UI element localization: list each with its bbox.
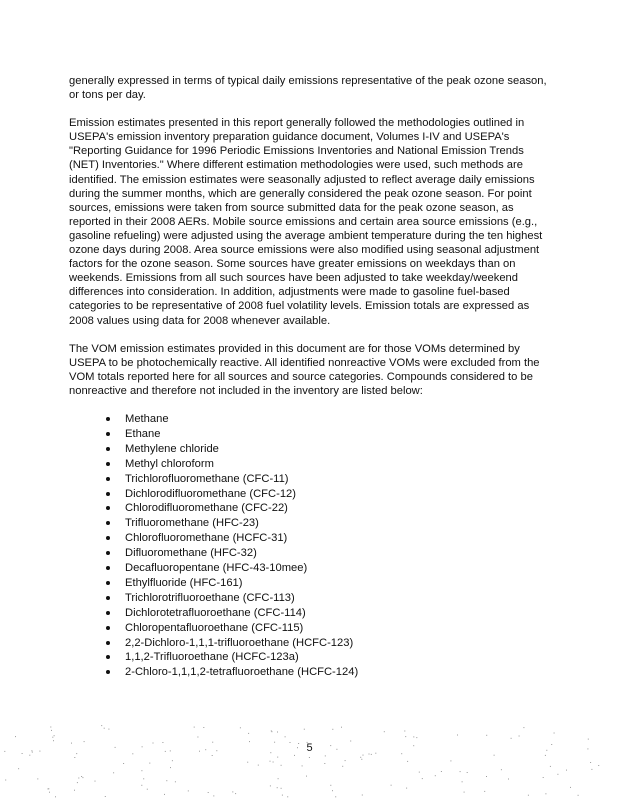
bullet-icon: [106, 521, 110, 525]
speck: [164, 794, 165, 795]
body-text: [69, 74, 556, 680]
list-item: Difluoromethane (HFC-32): [106, 546, 556, 561]
speck: [248, 733, 249, 734]
list-item: Methane: [106, 412, 556, 427]
speck: [325, 755, 326, 756]
speck: [281, 765, 282, 766]
speck: [405, 736, 406, 737]
speck: [74, 790, 75, 791]
speck: [18, 768, 19, 769]
speck: [15, 736, 16, 737]
bullet-icon: [106, 581, 110, 585]
speck: [457, 735, 458, 736]
bullet-icon: [106, 462, 110, 466]
speck: [570, 787, 571, 788]
speck: [501, 769, 502, 770]
speck: [557, 774, 558, 775]
speck: [416, 737, 417, 738]
speck: [484, 791, 485, 792]
bullet-icon: [106, 655, 110, 659]
list-item: Methyl chloroform: [106, 457, 556, 472]
speck: [235, 793, 236, 794]
speck: [278, 778, 279, 779]
list-item: Chloropentafluoroethane (CFC-115): [106, 621, 556, 636]
speck: [50, 727, 51, 728]
speck: [5, 780, 6, 781]
speck: [302, 765, 303, 766]
speck: [270, 761, 271, 762]
list-item: Trifluoromethane (HFC-23): [106, 516, 556, 531]
speck: [149, 763, 150, 764]
bullet-icon: [106, 432, 110, 436]
speck: [362, 795, 363, 796]
speck: [330, 785, 331, 786]
bullet-icon: [106, 477, 110, 481]
speck: [441, 771, 442, 772]
speck: [309, 757, 310, 758]
speck: [360, 757, 361, 758]
speck: [404, 731, 405, 732]
speck: [95, 781, 96, 782]
scan-noise: [0, 715, 619, 800]
speck: [101, 725, 102, 726]
speck: [277, 787, 278, 788]
speck: [78, 778, 79, 779]
list-item: Ethane: [106, 427, 556, 442]
nonreactive-compound-list: [106, 412, 556, 680]
speck: [212, 755, 213, 756]
speck: [464, 792, 465, 793]
speck: [335, 796, 336, 797]
speck: [113, 772, 114, 773]
speck: [52, 737, 53, 738]
bullet-icon: [106, 626, 110, 630]
speck: [545, 793, 546, 794]
speck: [550, 766, 551, 767]
speck: [435, 775, 436, 776]
speck: [543, 777, 544, 778]
speck: [361, 759, 362, 760]
speck: [332, 729, 333, 730]
speck: [588, 739, 589, 740]
speck: [188, 790, 189, 791]
list-item: Chlorodifluoromethane (CFC-22): [106, 501, 556, 516]
speck: [324, 763, 325, 764]
speck: [172, 760, 173, 761]
speck: [384, 731, 385, 732]
list-item: Dichlorotetrafluoroethane (CFC-114): [106, 606, 556, 621]
list-item: Decafluoropentane (HFC-43-10mee): [106, 561, 556, 576]
list-item: 1,1,2-Trifluoroethane (HCFC-123a): [106, 650, 556, 665]
speck: [49, 792, 50, 793]
speck: [141, 785, 142, 786]
speck: [508, 779, 509, 780]
speck: [277, 732, 278, 733]
speck: [467, 772, 468, 773]
bullet-icon: [106, 611, 110, 615]
speck: [566, 770, 567, 771]
speck: [486, 776, 487, 777]
speck: [554, 733, 555, 734]
speck: [232, 791, 233, 792]
speck: [166, 780, 167, 781]
bullet-icon: [106, 536, 110, 540]
speck: [77, 782, 78, 783]
speck: [55, 796, 56, 797]
speck: [523, 727, 524, 728]
speck: [306, 776, 307, 777]
speck: [332, 790, 333, 791]
speck: [578, 795, 579, 796]
speck: [143, 778, 144, 779]
paragraph-vom: The VOM emission estimates provided in this document are for those VOMs determined by USEPA to be photochemically reactive. All identified nonreactive VOMs were excluded from the VOM totals reported here for all sources and source categories. Compounds considered to be nonreactive and therefore not included in the inventory are listed below:: [69, 342, 540, 397]
speck: [391, 785, 392, 786]
speck: [519, 736, 520, 737]
speck: [591, 769, 592, 770]
speck: [304, 729, 305, 730]
list-item: Chlorofluoromethane (HCFC-31): [106, 531, 556, 546]
list-item: Trichlorofluoromethane (CFC-11): [106, 472, 556, 487]
bullet-icon: [106, 641, 110, 645]
speck: [450, 760, 451, 761]
list-item: 2-Chloro-1,1,1,2-tetrafluoroethane (HCFC-124): [106, 665, 556, 680]
speck: [123, 763, 124, 764]
speck: [341, 727, 342, 728]
speck: [273, 762, 274, 763]
speck: [460, 771, 461, 772]
list-item: 2,2-Dichloro-1,1,1-trifluoroethane (HCFC-123): [106, 636, 556, 651]
speck: [486, 735, 487, 736]
list-item: Dichlorodifluoromethane (CFC-12): [106, 487, 556, 502]
speck: [281, 788, 282, 789]
speck: [105, 796, 106, 797]
speck: [81, 776, 82, 777]
bullet-icon: [106, 447, 110, 451]
speck: [590, 762, 591, 763]
paragraph-methodology: Emission estimates presented in this report generally followed the methodologies outlined in USEPA's emission inventory preparation guidance document, Volumes I-IV and USEPA's "Reporting Guidance for 1996 Periodic Emissions Inventories and National Emission Trends (NET) Inventories." Where different estimation methodologies were used, such methods are identified. The emission estimates were seasonally adjusted to reflect average daily emissions during the summer months, which are generally considered the peak ozone season. For point sources, emissions were taken from source submitted data for the peak ozone season, as reported in their 2008 AERs. Mobile source emissions and certain area source emissions (e.g., gasoline refueling) were adjusted using the average ambient temperature during the ten highest ozone days during 2008. Area source emissions were also modified using seasonal adjustment factors for the ozone season. Some sources have greater emissions on weekdays than on weekends. Emissions from all such sources have been adjusted to take weekday/weekend differences into consideration. In addition, adjustments were made to gasoline fuel-based categories to be representative of 2008 fuel volatility levels. Emission totals are expressed as 2008 values using data for 2008 whenever available.: [69, 117, 543, 327]
speck: [108, 729, 109, 730]
speck: [141, 770, 142, 771]
bullet-icon: [106, 417, 110, 421]
list-item: Trichlorotrifluoroethane (CFC-113): [106, 591, 556, 606]
speck: [197, 737, 198, 738]
bullet-icon: [106, 506, 110, 510]
speck: [342, 766, 343, 767]
speck: [422, 778, 423, 779]
speck: [247, 762, 248, 763]
speck: [194, 727, 195, 728]
paragraph-continuation: generally expressed in terms of typical daily emissions representative of the peak ozone season, or tons per day.: [69, 75, 547, 102]
speck: [203, 727, 204, 728]
speck: [270, 785, 271, 786]
speck: [282, 795, 283, 796]
speck: [37, 778, 38, 779]
bullet-icon: [106, 492, 110, 496]
speck: [406, 788, 407, 789]
list-item: Ethylfluoride (HFC-161): [106, 576, 556, 591]
speck: [407, 761, 408, 762]
speck: [413, 736, 414, 737]
speck: [511, 738, 512, 739]
page-number: 5: [306, 742, 313, 754]
speck: [51, 730, 52, 731]
bullet-icon: [106, 551, 110, 555]
speck: [208, 792, 209, 793]
speck: [277, 757, 278, 758]
speck: [170, 767, 171, 768]
speck: [528, 795, 529, 796]
speck: [287, 796, 288, 797]
speck: [147, 789, 148, 790]
speck: [345, 760, 346, 761]
speck: [213, 795, 214, 796]
speck: [462, 781, 463, 782]
speck: [48, 788, 49, 789]
speck: [598, 765, 599, 766]
speck: [74, 757, 75, 758]
speck: [175, 781, 176, 782]
speck: [258, 765, 259, 766]
speck: [54, 735, 55, 736]
speck: [104, 728, 105, 729]
speck: [82, 777, 83, 778]
speck: [419, 772, 420, 773]
speck: [240, 727, 241, 728]
speck: [271, 731, 272, 732]
bullet-icon: [106, 670, 110, 674]
bullet-icon: [106, 596, 110, 600]
speck: [285, 736, 286, 737]
list-item: Methylene chloride: [106, 442, 556, 457]
bullet-icon: [106, 566, 110, 570]
